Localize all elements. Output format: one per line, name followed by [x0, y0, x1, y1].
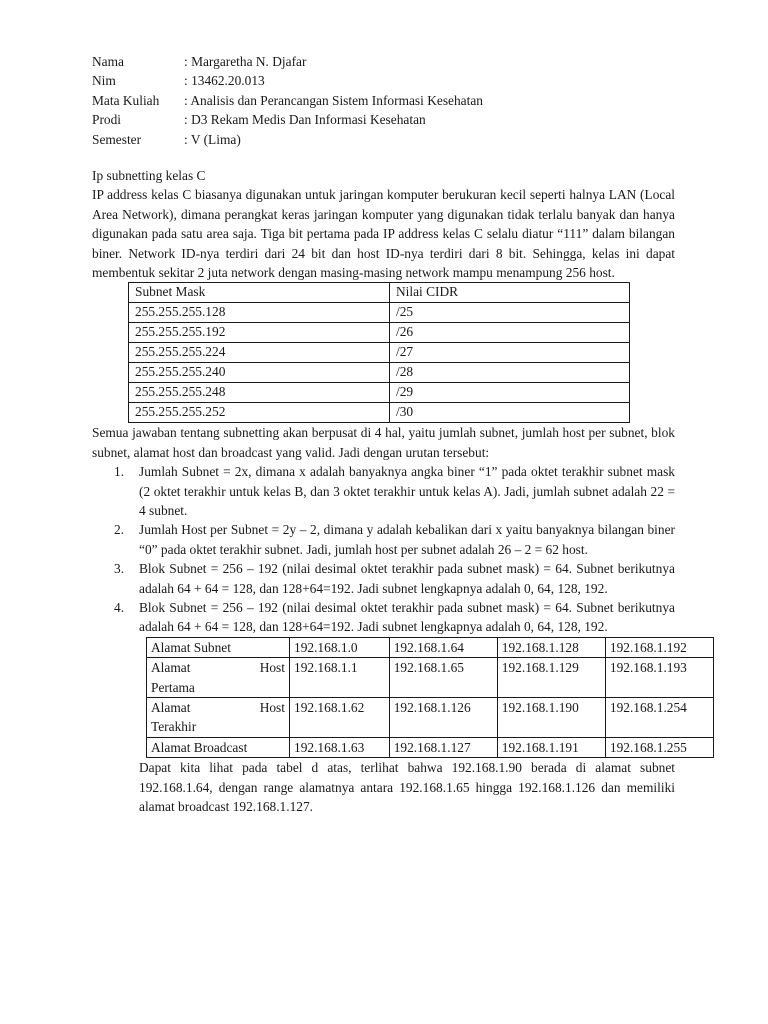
- list-item: [92, 462, 675, 520]
- table-cell: 255.255.255.224: [129, 343, 390, 363]
- table-cell: 192.168.1.128: [497, 637, 605, 657]
- table-cell: 192.168.1.192: [605, 637, 713, 657]
- list-number: 4.: [114, 600, 125, 616]
- table-header-row: [129, 283, 630, 303]
- table-header-cell: Subnet Mask: [129, 283, 390, 303]
- row-label: [147, 698, 290, 738]
- table-cell: 255.255.255.128: [129, 303, 390, 323]
- table-cell: 192.168.1.191: [497, 737, 605, 757]
- table-cell: 255.255.255.240: [129, 363, 390, 383]
- info-label: Semester: [92, 131, 142, 147]
- table-row: [129, 363, 630, 383]
- row-label-text: Alamat Broadcast: [151, 739, 248, 755]
- info-value: : Margaretha N. Djafar: [184, 54, 307, 69]
- info-row-semester: [92, 130, 675, 149]
- document-page: [92, 52, 687, 817]
- table-cell: 255.255.255.248: [129, 383, 390, 403]
- info-value: : D3 Rekam Medis Dan Informasi Kesehatan: [184, 112, 426, 128]
- info-row-mata-kuliah: [92, 91, 675, 110]
- table-cell: /27: [390, 343, 630, 363]
- table-row: [129, 343, 630, 363]
- table-row: [129, 303, 630, 323]
- info-label: Nama: [92, 54, 124, 69]
- conclusion-paragraph: Dapat kita lihat pada tabel d atas, terlihat bahwa 192.168.1.90 berada di alamat subnet 192.168.1.64, dengan range alamatnya antara 192.168.1.65 hingga 192.168.1.126 dan memiliki alamat broadcast 192.168.1.127.: [139, 760, 675, 815]
- table-cell: 192.168.1.129: [497, 658, 605, 698]
- table-cell: 192.168.1.62: [290, 698, 390, 738]
- info-value: : Analisis dan Perancangan Sistem Informasi Kesehatan: [184, 92, 483, 108]
- table-cell: 255.255.255.192: [129, 323, 390, 343]
- table-cell: 192.168.1.63: [290, 737, 390, 757]
- steps-list: [92, 462, 675, 637]
- list-number: 2.: [114, 522, 125, 538]
- list-text: Jumlah Host per Subnet = 2y – 2, dimana y adalah kebalikan dari x yaitu banyaknya bilangan biner “0” pada oktet terakhir subnet. Jadi, jumlah host per subnet adalah 26 – 2 = 62 host.: [139, 522, 675, 557]
- table-cell: 192.168.1.64: [389, 637, 497, 657]
- table-cell: 192.168.1.193: [605, 658, 713, 698]
- list-number: 1.: [114, 464, 125, 480]
- list-text: Blok Subnet = 256 – 192 (nilai desimal oktet terakhir pada subnet mask) = 64. Subnet berikutnya adalah 64 + 64 = 128, dan 128+64=192. Jadi subnet lengkapnya adalah 0, 64, 128, 192.: [139, 561, 675, 596]
- info-value: : 13462.20.013: [184, 73, 265, 89]
- table-row: [147, 698, 714, 738]
- intro-paragraph: IP address kelas C biasanya digunakan untuk jaringan komputer berukuran kecil seperti halnya LAN (Local Area Network), dimana perangkat keras jaringan komputer yang digunakan tidak terlalu banyak dan hanya digunakan pada satu area saja. Tiga bit pertama pada IP address kelas C selalu diatur “111” dalam bilangan biner. Network ID-nya terdiri dari 24 bit dan host ID-nya terdiri dari 8 bit. Sehingga, kelas ini dapat membentuk sekitar 2 juta network dengan masing-masing network mampu menampung 256 host.: [92, 187, 675, 280]
- row-label-text: Alamat: [151, 660, 191, 676]
- table-cell: /29: [390, 383, 630, 403]
- table-cell: 192.168.1.254: [605, 698, 713, 738]
- table-cell: 192.168.1.0: [290, 637, 390, 657]
- row-label-text: Alamat Subnet: [151, 639, 231, 655]
- table-cell: 192.168.1.127: [389, 737, 497, 757]
- list-item: [92, 520, 675, 559]
- after-table-paragraph: Semua jawaban tentang subnetting akan berpusat di 4 hal, yaitu jumlah subnet, jumlah host per subnet, blok subnet, alamat host dan broadcast yang valid. Jadi dengan urutan tersebut:: [92, 425, 675, 460]
- list-item: [92, 559, 675, 598]
- table-cell: /28: [390, 363, 630, 383]
- table-cell: 192.168.1.65: [389, 658, 497, 698]
- address-table: [146, 637, 714, 758]
- list-number: 3.: [114, 561, 125, 577]
- student-info: [92, 52, 675, 149]
- list-text: Jumlah Subnet = 2x, dimana x adalah banyaknya angka biner “1” pada oktet terakhir subnet mask (2 oktet terakhir untuk kelas B, dan 3 oktet terakhir untuk kelas A). Jadi, jumlah subnet adalah 22 = 4 subnet.: [139, 464, 675, 519]
- table-row: [147, 637, 714, 657]
- cidr-table: [128, 282, 630, 423]
- section-title: Ip subnetting kelas C: [92, 167, 206, 183]
- table-row: [129, 383, 630, 403]
- table-cell: /30: [390, 403, 630, 423]
- list-text: Blok Subnet = 256 – 192 (nilai desimal oktet terakhir pada subnet mask) = 64. Subnet berikutnya adalah 64 + 64 = 128, dan 128+64=192. Jadi subnet lengkapnya adalah 0, 64, 128, 192.: [139, 600, 675, 635]
- table-row: [129, 403, 630, 423]
- table-row: [147, 658, 714, 698]
- row-label-text: Alamat: [151, 700, 191, 716]
- row-label: [147, 658, 290, 698]
- info-label: Mata Kuliah: [92, 92, 160, 108]
- table-cell: 192.168.1.1: [290, 658, 390, 698]
- list-item: [92, 598, 675, 637]
- row-label-text: Terakhir: [151, 719, 197, 735]
- table-row: [129, 323, 630, 343]
- row-label-text: Pertama: [151, 679, 195, 695]
- table-header-cell: Nilai CIDR: [390, 283, 630, 303]
- info-label: Nim: [92, 73, 116, 89]
- table-cell: /26: [390, 323, 630, 343]
- row-label: [147, 637, 290, 657]
- info-value: : V (Lima): [184, 131, 241, 147]
- table-row: [147, 737, 714, 757]
- table-cell: /25: [390, 303, 630, 323]
- row-label: [147, 737, 290, 757]
- info-label: Prodi: [92, 112, 122, 128]
- info-row-nama: [92, 52, 675, 71]
- info-row-nim: [92, 71, 675, 90]
- table-cell: 255.255.255.252: [129, 403, 390, 423]
- info-row-prodi: [92, 110, 675, 129]
- table-cell: 192.168.1.255: [605, 737, 713, 757]
- row-label-text: Host: [259, 700, 285, 716]
- table-cell: 192.168.1.190: [497, 698, 605, 738]
- table-cell: 192.168.1.126: [389, 698, 497, 738]
- row-label-text: Host: [259, 660, 285, 676]
